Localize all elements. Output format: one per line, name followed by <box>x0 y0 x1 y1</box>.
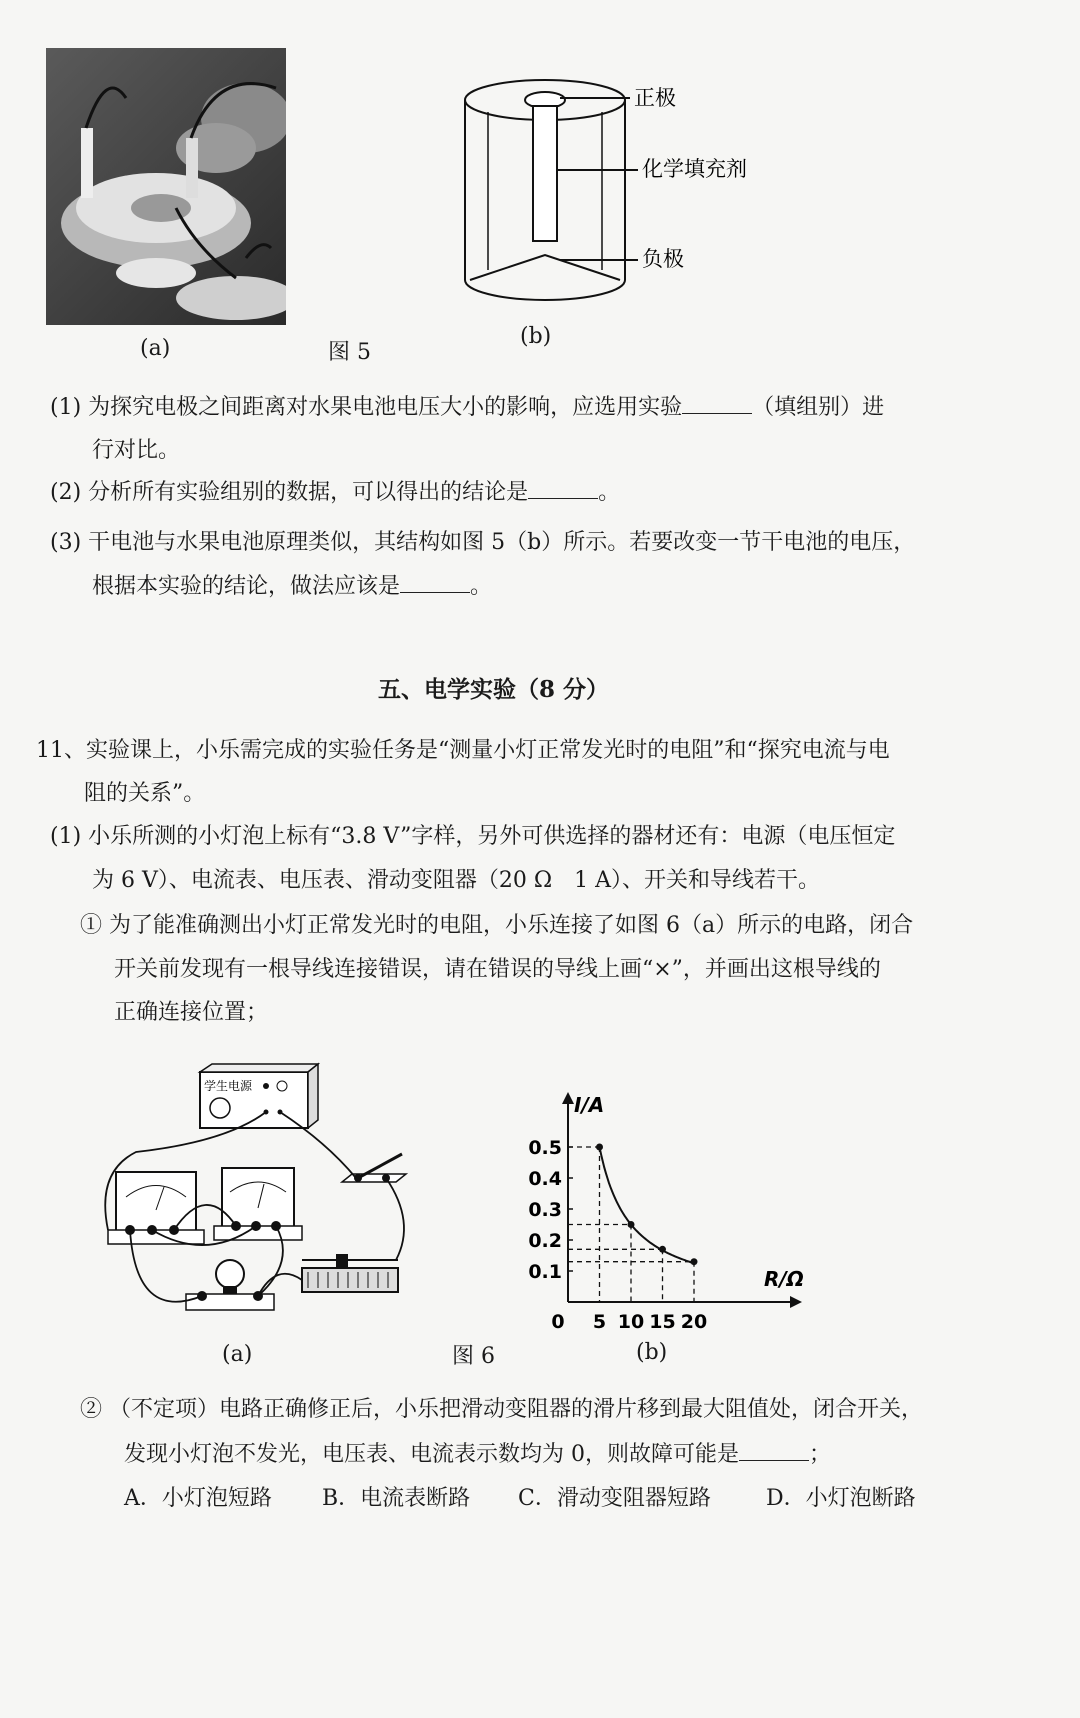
fig6-caption-b: (b) <box>636 1340 668 1365</box>
answer-blank[interactable] <box>400 574 470 593</box>
q11-stem-line2: 阻的关系”。 <box>84 781 206 806</box>
q10-part1-line1: (1) 为探究电极之间距离对水果电池电压大小的影响，应选用实验 （填组别）进 <box>50 395 885 420</box>
section-title: 五、电学实验（8 分） <box>378 676 610 703</box>
x-axis-label: R/Ω <box>764 1267 804 1291</box>
q11-sub2-line1: ② （不定项）电路正确修正后，小乐把滑动变阻器的滑片移到最大阻值处，闭合开关， <box>80 1397 923 1422</box>
x-tick-label: 15 <box>649 1311 676 1330</box>
power-supply-label: 学生电源 <box>204 1079 253 1093</box>
option-b[interactable]: B．电流表断路 <box>322 1486 471 1511</box>
fig6-title: 图 6 <box>452 1344 495 1369</box>
fig5-caption-b: (b) <box>520 324 552 349</box>
q11-stem-line1: 11、实验课上，小乐需完成的实验任务是“测量小灯正常发光时的电阻”和“探究电流与电 <box>36 738 890 763</box>
y-axis-label: I/A <box>574 1093 605 1117</box>
q11-part1-line2: 为 6 V）、电流表、电压表、滑动变阻器（20 Ω 1 A）、开关和导线若干。 <box>92 868 820 893</box>
q11-sub1-line1: ① 为了能准确测出小灯正常发光时的电阻，小乐连接了如图 6（a）所示的电路，闭合 <box>80 913 914 938</box>
x-tick-label: 5 <box>592 1311 607 1330</box>
q11-sub1-line3: 正确连接位置； <box>114 1000 269 1025</box>
answer-blank[interactable] <box>739 1442 809 1461</box>
fig5-caption-a: (a) <box>140 336 171 361</box>
q11-sub2-line2: 发现小灯泡不发光，电压表、电流表示数均为 0，则故障可能是 ； <box>124 1442 832 1467</box>
y-tick-label: 0.4 <box>528 1168 562 1190</box>
y-axis-arrow <box>562 1092 574 1104</box>
q10-part2: (2) 分析所有实验组别的数据，可以得出的结论是 。 <box>50 480 621 505</box>
y-tick-label: 0.2 <box>528 1230 562 1252</box>
x-axis-arrow <box>790 1296 802 1308</box>
q11-sub1-line2: 开关前发现有一根导线连接错误，请在错误的导线上画“×”，并画出这根导线的 <box>114 957 881 982</box>
current-resistance-chart <box>520 1090 820 1330</box>
data-curve <box>600 1147 695 1263</box>
x-tick-label: 0 <box>551 1311 565 1330</box>
x-tick-label: 20 <box>680 1311 708 1330</box>
option-d[interactable]: D．小灯泡断路 <box>766 1486 916 1511</box>
q10-part3-line1: (3) 干电池与水果电池原理类似，其结构如图 5（b）所示。若要改变一节干电池的电压， <box>50 530 916 555</box>
x-tick-label: 10 <box>617 1311 645 1330</box>
negative-label: 负极 <box>642 247 684 271</box>
data-point <box>691 1258 698 1265</box>
circuit-diagram[interactable] <box>96 1062 436 1342</box>
y-tick-label: 0.1 <box>528 1261 562 1283</box>
filler-label: 化学填充剂 <box>642 157 747 181</box>
option-c[interactable]: C．滑动变阻器短路 <box>518 1486 711 1511</box>
positive-label: 正极 <box>634 86 676 110</box>
fig6-caption-a: (a) <box>222 1342 253 1367</box>
answer-blank[interactable] <box>528 480 598 499</box>
y-tick-label: 0.3 <box>528 1199 562 1221</box>
fruit-battery-illustration <box>46 48 286 325</box>
answer-blank[interactable] <box>682 395 752 414</box>
q11-part1-line1: (1) 小乐所测的小灯泡上标有“3.8 V”字样，另外可供选择的器材还有：电源（电压恒定 <box>50 824 896 849</box>
fig5-title: 图 5 <box>328 340 371 365</box>
data-point <box>628 1221 635 1228</box>
q10-part3-line2: 根据本实验的结论，做法应该是 。 <box>92 574 493 599</box>
data-point <box>596 1144 603 1151</box>
q10-part1-line2: 行对比。 <box>92 438 181 463</box>
data-point <box>659 1246 666 1253</box>
fruit-battery-photo <box>46 48 286 325</box>
y-tick-label: 0.5 <box>528 1137 562 1159</box>
option-a[interactable]: A．小灯泡短路 <box>124 1486 272 1511</box>
dry-cell-diagram <box>460 70 770 310</box>
